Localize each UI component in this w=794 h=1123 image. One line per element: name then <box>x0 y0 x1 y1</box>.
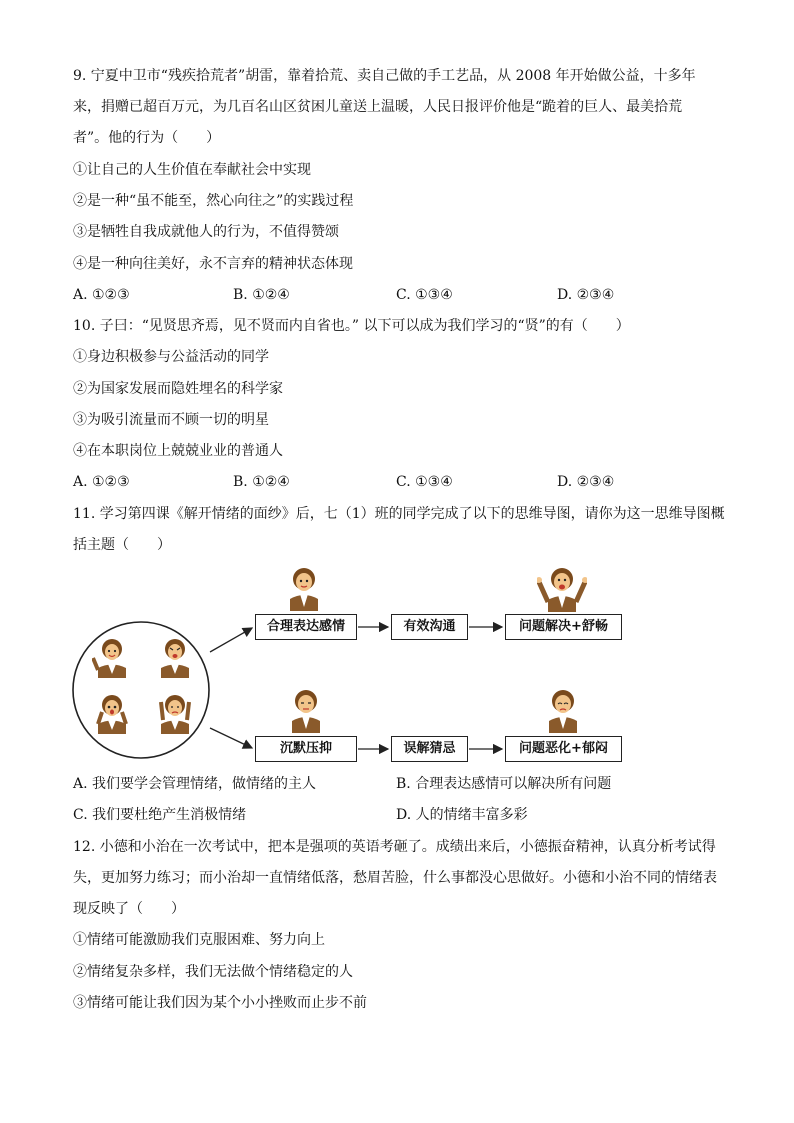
box-problem-worsened: 问题恶化+郁闷 <box>505 736 622 762</box>
q10-item-3: ③为吸引流量而不顾一切的明星 <box>73 412 269 428</box>
q10-item-4: ④在本职岗位上兢兢业业的普通人 <box>73 443 283 459</box>
q9-stem-line-2: 来，捐赠已超百万元，为几百名山区贫困儿童送上温暖，人民日报评价他是“跪着的巨人、最美拾荒 <box>73 99 683 115</box>
box-problem-solved: 问题解决+舒畅 <box>505 614 622 640</box>
q9-option-b[interactable]: B. ①②④ <box>233 287 290 303</box>
q12-item-2: ②情绪复杂多样，我们无法做个情绪稳定的人 <box>73 964 353 980</box>
person-silent-icon <box>288 685 324 733</box>
arrow-to-suppress <box>210 728 252 748</box>
person-cheering-icon <box>537 562 587 612</box>
q10-stem-line-1: 10. 子曰：“见贤思齐焉，见不贤而内自省也。” 以下可以成为我们学习的“贤”的有（ ） <box>73 318 630 334</box>
q9-item-4: ④是一种向往美好，永不言弃的精神状态体现 <box>73 256 353 272</box>
face-happy-icon <box>92 634 132 678</box>
q9-item-1: ①让自己的人生价值在奉献社会中实现 <box>73 162 311 178</box>
q12-item-1: ①情绪可能激励我们克服困难、努力向上 <box>73 932 325 948</box>
box-effective-communication: 有效沟通 <box>391 614 468 640</box>
q9-item-3: ③是牺牲自我成就他人的行为，不值得赞颂 <box>73 224 339 240</box>
q9-stem-line-1: 9. 宁夏中卫市“残疾拾荒者”胡雷，靠着拾荒、卖自己做的手工艺品，从 2008 年开始做公益，十多年 <box>73 68 696 84</box>
box-silent-suppression: 沉默压抑 <box>255 736 357 762</box>
q10-option-d[interactable]: D. ②③④ <box>557 474 615 490</box>
face-angry-icon <box>155 634 195 678</box>
q11-option-b[interactable]: B. 合理表达感情可以解决所有问题 <box>396 776 612 792</box>
q10-item-1: ①身边积极参与公益活动的同学 <box>73 349 269 365</box>
person-gloomy-icon <box>545 685 581 733</box>
q12-item-3: ③情绪可能让我们因为某个小小挫败而止步不前 <box>73 995 367 1011</box>
q12-stem-line-3: 现反映了（ ） <box>73 901 185 917</box>
q10-option-b[interactable]: B. ①②④ <box>233 474 290 490</box>
q11-option-d[interactable]: D. 人的情绪丰富多彩 <box>396 807 528 823</box>
q12-stem-line-2: 失，更加努力练习；而小治却一直情绪低落，愁眉苦脸，什么事都没心思做好。小德和小治不同的情绪表 <box>73 870 717 886</box>
q12-stem-line-1: 12. 小德和小治在一次考试中，把本是强项的英语考砸了。成绩出来后，小德振奋精神，认真分析考试得 <box>73 839 716 855</box>
q11-option-a[interactable]: A. 我们要学会管理情绪，做情绪的主人 <box>73 776 317 792</box>
arrow-to-express <box>210 628 252 652</box>
q9-option-a[interactable]: A. ①②③ <box>73 287 130 303</box>
face-scared-icon <box>92 690 132 734</box>
q9-stem-line-3: 者”。他的行为（ ） <box>73 130 221 146</box>
q10-option-c[interactable]: C. ①③④ <box>396 474 453 490</box>
q11-stem-line-1: 11. 学习第四课《解开情绪的面纱》后，七（1）班的同学完成了以下的思维导图，请你为这一思维导图概 <box>73 506 725 522</box>
q11-stem-line-2: 括主题（ ） <box>73 537 171 553</box>
q11-option-c[interactable]: C. 我们要杜绝产生消极情绪 <box>73 807 247 823</box>
q9-option-c[interactable]: C. ①③④ <box>396 287 453 303</box>
box-misunderstanding: 误解猜忌 <box>391 736 468 762</box>
q9-option-d[interactable]: D. ②③④ <box>557 287 615 303</box>
q10-option-a[interactable]: A. ①②③ <box>73 474 130 490</box>
person-calm-icon <box>286 563 322 611</box>
q10-item-2: ②为国家发展而隐姓埋名的科学家 <box>73 381 283 397</box>
q9-item-2: ②是一种“虽不能至，然心向往之”的实践过程 <box>73 193 354 209</box>
box-express-feelings: 合理表达感情 <box>255 614 357 640</box>
face-worried-icon <box>155 690 195 734</box>
